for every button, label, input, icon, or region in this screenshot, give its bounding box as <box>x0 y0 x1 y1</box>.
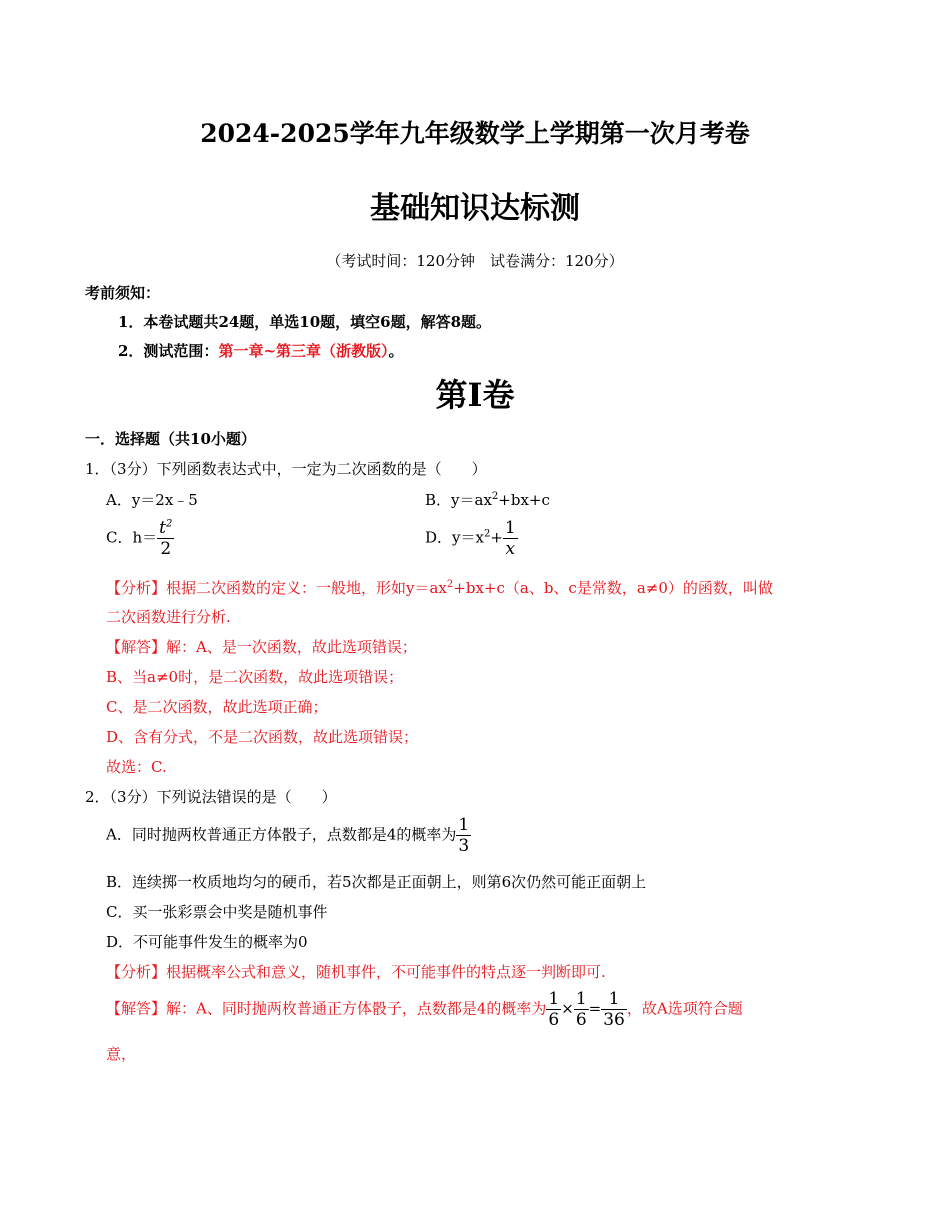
q2-equals-sign: = <box>588 999 602 1018</box>
q2-answer-suffix: ，故A选项符合题 <box>626 999 743 1018</box>
q2-answer-fraction-3 <box>601 989 627 1030</box>
q1-option-c-num: t <box>159 518 166 538</box>
q2-answer-fraction-1 <box>546 989 561 1030</box>
exam-info: （考试时间：120分钟 试卷满分：120分） <box>326 252 624 270</box>
volume-title: 第Ⅰ卷 <box>435 376 515 414</box>
notes-heading: 考前须知： <box>85 284 161 302</box>
q1-stem: 1．（3分）下列函数表达式中，一定为二次函数的是（ ） <box>85 460 487 478</box>
q1-option-d-prefix: D．y＝x <box>425 528 484 547</box>
q2-analysis-label: 【分析】 <box>106 963 167 981</box>
q1-option-d-plus: + <box>490 528 503 547</box>
q1-option-c-den: 2 <box>160 539 172 559</box>
q1-answer-label: 【解答】 <box>106 638 167 656</box>
q1-option-c <box>106 518 174 559</box>
q2-times-sign: × <box>561 999 574 1018</box>
q2-answer-prefix: 解：A、同时抛两枚普通正方体骰子，点数都是4的概率为 <box>166 999 547 1018</box>
q1-analysis-label: 【分析】 <box>106 579 167 597</box>
q1-option-c-fraction <box>157 518 174 559</box>
q1-answer-line-1: 解：A、是一次函数，故此选项错误； <box>166 638 417 656</box>
section-heading: 一．选择题（共10小题） <box>85 430 256 448</box>
q2-option-b: B．连续掷一枚质地均匀的硬币，若5次都是正面朝上，则第6次仍然可能正面朝上 <box>106 873 647 891</box>
q2-analysis-text: 根据概率公式和意义，随机事件，不可能事件的特点逐一判断即可. <box>166 963 606 981</box>
q1-answer-line-3: C、是二次函数，故此选项正确； <box>106 698 328 716</box>
q2-f2-num: 1 <box>575 989 587 1009</box>
q1-analysis-text2: +bx+c（a、b、c是常数，a≠0）的函数，叫做 <box>453 579 773 597</box>
q1-option-d <box>425 518 518 559</box>
notes-item-2-suffix: 。 <box>388 342 404 360</box>
notes-item-2-range: 第一章~第三章（浙教版） <box>218 342 389 360</box>
q1-option-b <box>425 489 550 510</box>
q1-option-a: A．y＝2x﹣5 <box>106 491 198 509</box>
q2-option-c: C．买一张彩票会中奖是随机事件 <box>106 903 328 921</box>
q1-option-d-fraction <box>503 518 518 559</box>
q1-answer-line-5: 故选：C. <box>106 758 167 776</box>
q1-answer-line-4: D、含有分式，不是二次函数，故此选项错误； <box>106 728 419 746</box>
q2-f2-den: 6 <box>575 1010 587 1030</box>
notes-item-2 <box>118 340 404 361</box>
q2-answer <box>106 989 743 1030</box>
q2-option-d: D．不可能事件发生的概率为0 <box>106 933 308 951</box>
q1-option-d-num: 1 <box>504 518 516 538</box>
q1-answer <box>106 636 417 657</box>
q1-option-c-num-sup: 2 <box>165 518 173 530</box>
q1-option-b-prefix: B．y＝ax <box>425 491 492 509</box>
q2-answer-fraction-2 <box>574 989 589 1030</box>
q2-option-a-num: 1 <box>458 815 470 835</box>
notes-item-2-prefix: 2．测试范围： <box>118 342 219 360</box>
q1-option-c-prefix: C．h＝ <box>106 528 158 547</box>
q2-option-a-prefix: A．同时抛两枚普通正方体骰子，点数都是4的概率为 <box>106 825 457 844</box>
q2-answer-line-2: 意， <box>106 1045 137 1063</box>
q2-f3-den: 36 <box>603 1010 625 1030</box>
q2-option-a <box>106 815 471 856</box>
q1-analysis <box>106 577 773 598</box>
q2-analysis <box>106 961 606 982</box>
q2-f1-den: 6 <box>548 1010 560 1030</box>
q1-option-b-sup: 2 <box>491 491 499 502</box>
q1-option-d-sup: 2 <box>483 528 491 540</box>
q1-analysis-text1: 根据二次函数的定义：一般地，形如y＝ax <box>166 579 447 597</box>
q1-option-b-suffix: +bx+c <box>498 491 550 509</box>
q1-analysis-line-2: 二次函数进行分析. <box>106 608 231 626</box>
q2-answer-label: 【解答】 <box>106 999 167 1018</box>
exam-title: 2024-2025学年九年级数学上学期第一次月考卷 <box>200 119 750 148</box>
exam-subtitle: 基础知识达标测 <box>370 191 580 226</box>
q1-analysis-sup: 2 <box>446 579 454 590</box>
q2-option-a-fraction <box>456 815 471 856</box>
q1-answer-line-2: B、当a≠0时，是二次函数，故此选项错误； <box>106 668 404 686</box>
q2-option-a-den: 3 <box>458 836 470 856</box>
q2-stem: 2．（3分）下列说法错误的是（ ） <box>85 788 337 806</box>
q1-option-d-den: x <box>505 539 516 559</box>
notes-item-1: 1．本卷试题共24题，单选10题，填空6题，解答8题。 <box>118 313 492 331</box>
q2-f3-num: 1 <box>601 989 627 1010</box>
q2-f1-num: 1 <box>548 989 560 1009</box>
